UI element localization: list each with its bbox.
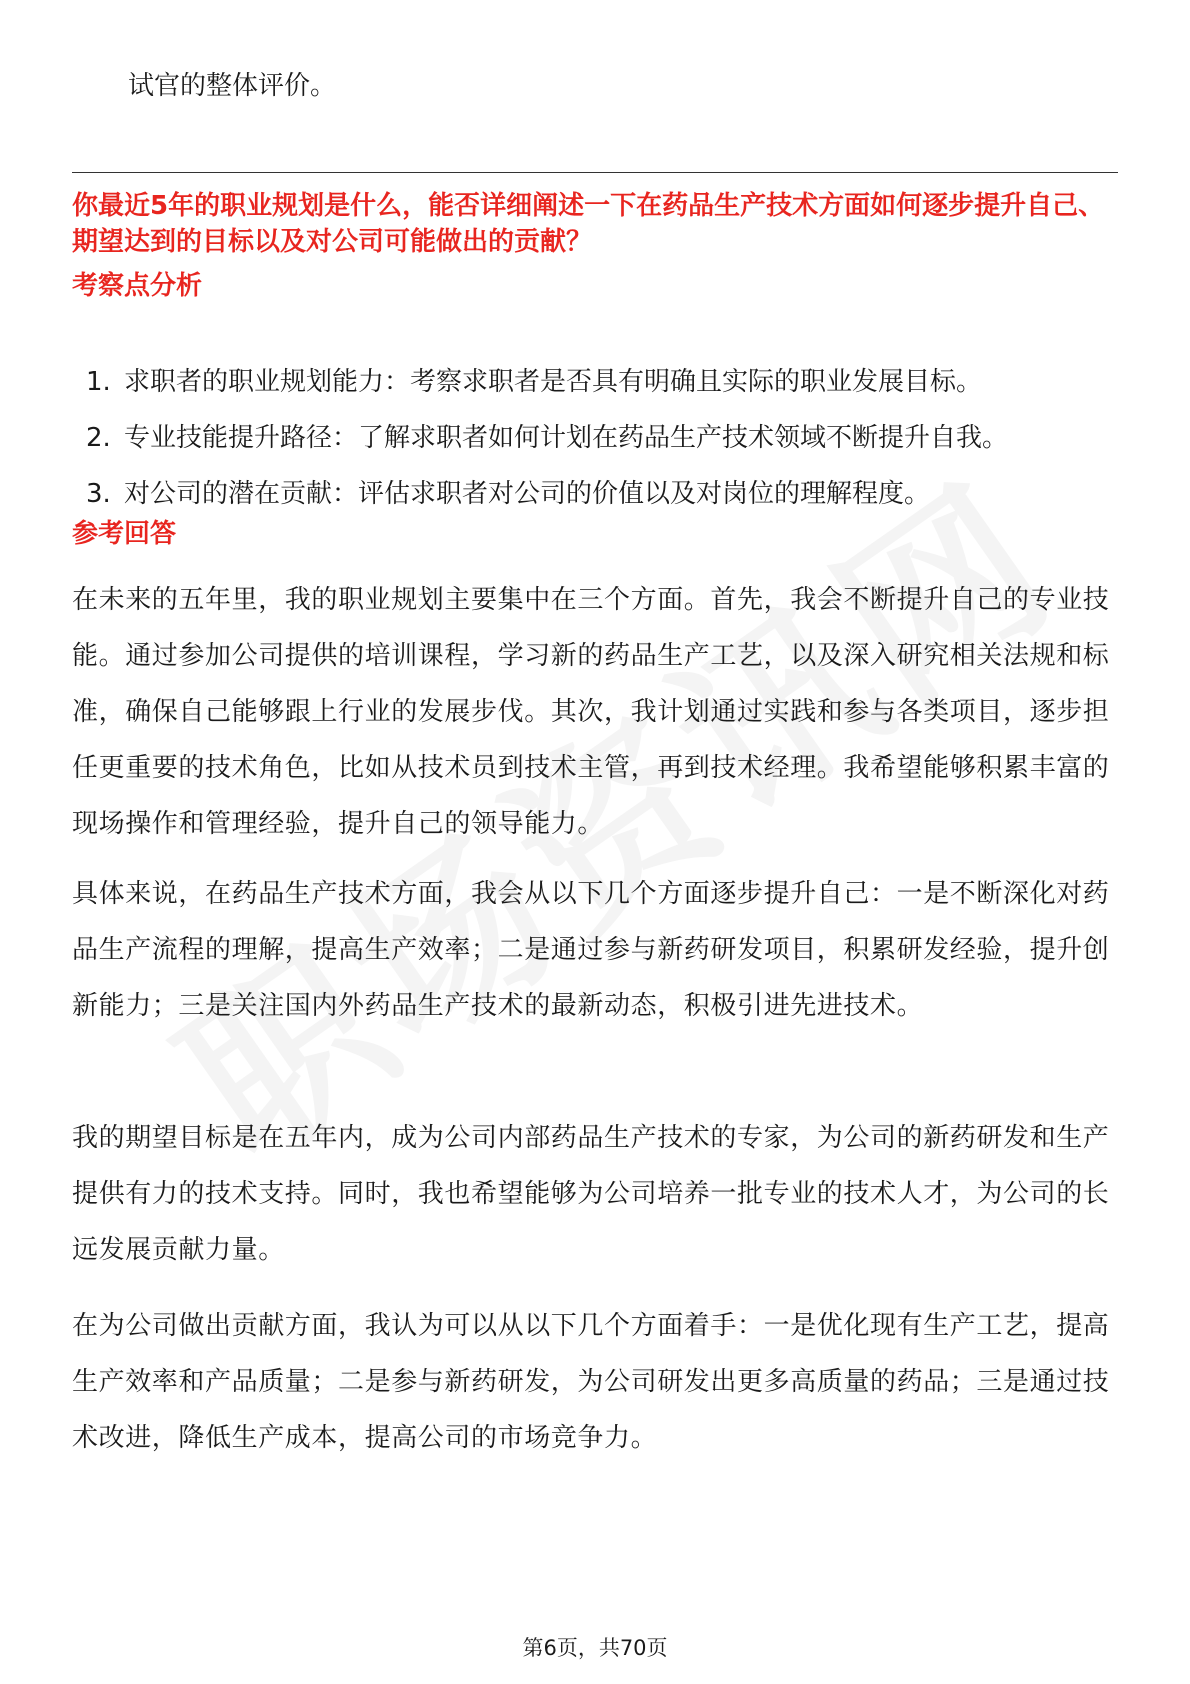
answer-paragraph: 在未来的五年里，我的职业规划主要集中在三个方面。首先，我会不断提升自己的专业技能。通过参加公司提供的培训课程，学习新的药品生产工艺，以及深入研究相关法规和标准，确保自己能够跟上行业的发展步伐。其次，我计划通过实践和参与各类项目，逐步担任更重要的技术角色，比如从技术员到技术主管，再到技术经理。我希望能够积累丰富的现场操作和管理经验，提升自己的领导能力。 <box>72 585 1110 839</box>
analysis-item <box>86 418 1116 458</box>
interview-question: 你最近5年的职业规划是什么，能否详细阐述一下在药品生产技术方面如何逐步提升自己、期望达到的目标以及对公司可能做出的贡献？ <box>72 191 1105 257</box>
analysis-item-number: 1. <box>86 367 111 397</box>
analysis-item-number: 2. <box>86 423 111 453</box>
analysis-item <box>86 474 1116 514</box>
answer-heading: 参考回答 <box>72 519 177 549</box>
answer-paragraph: 我的期望目标是在五年内，成为公司内部药品生产技术的专家，为公司的新药研发和生产提供有力的技术支持。同时，我也希望能够为公司培养一批专业的技术人才，为公司的长远发展贡献力量。 <box>72 1123 1110 1265</box>
analysis-list <box>86 362 1116 530</box>
page-footer: 第6页，共70页 <box>522 1636 668 1660</box>
analysis-heading: 考察点分析 <box>72 271 203 301</box>
analysis-item <box>86 362 1116 402</box>
analysis-item-text: 求职者的职业规划能力：考察求职者是否具有明确且实际的职业发展目标。 <box>124 367 983 397</box>
answer-paragraph: 在为公司做出贡献方面，我认为可以从以下几个方面着手：一是优化现有生产工艺，提高生产效率和产品质量；二是参与新药研发，为公司研发出更多高质量的药品；三是通过技术改进，降低生产成本，提高公司的市场竞争力。 <box>72 1311 1110 1453</box>
analysis-item-text: 对公司的潜在贡献：评估求职者对公司的价值以及对岗位的理解程度。 <box>124 479 931 509</box>
previous-page-tail-text: 试官的整体评价。 <box>128 71 337 101</box>
section-divider <box>72 172 1118 173</box>
analysis-item-text: 专业技能提升路径：了解求职者如何计划在药品生产技术领域不断提升自我。 <box>124 423 1009 453</box>
answer-paragraph: 具体来说，在药品生产技术方面，我会从以下几个方面逐步提升自己：一是不断深化对药品生产流程的理解，提高生产效率；二是通过参与新药研发项目，积累研发经验，提升创新能力；三是关注国内外药品生产技术的最新动态，积极引进先进技术。 <box>72 879 1110 1021</box>
analysis-item-number: 3. <box>86 479 111 509</box>
